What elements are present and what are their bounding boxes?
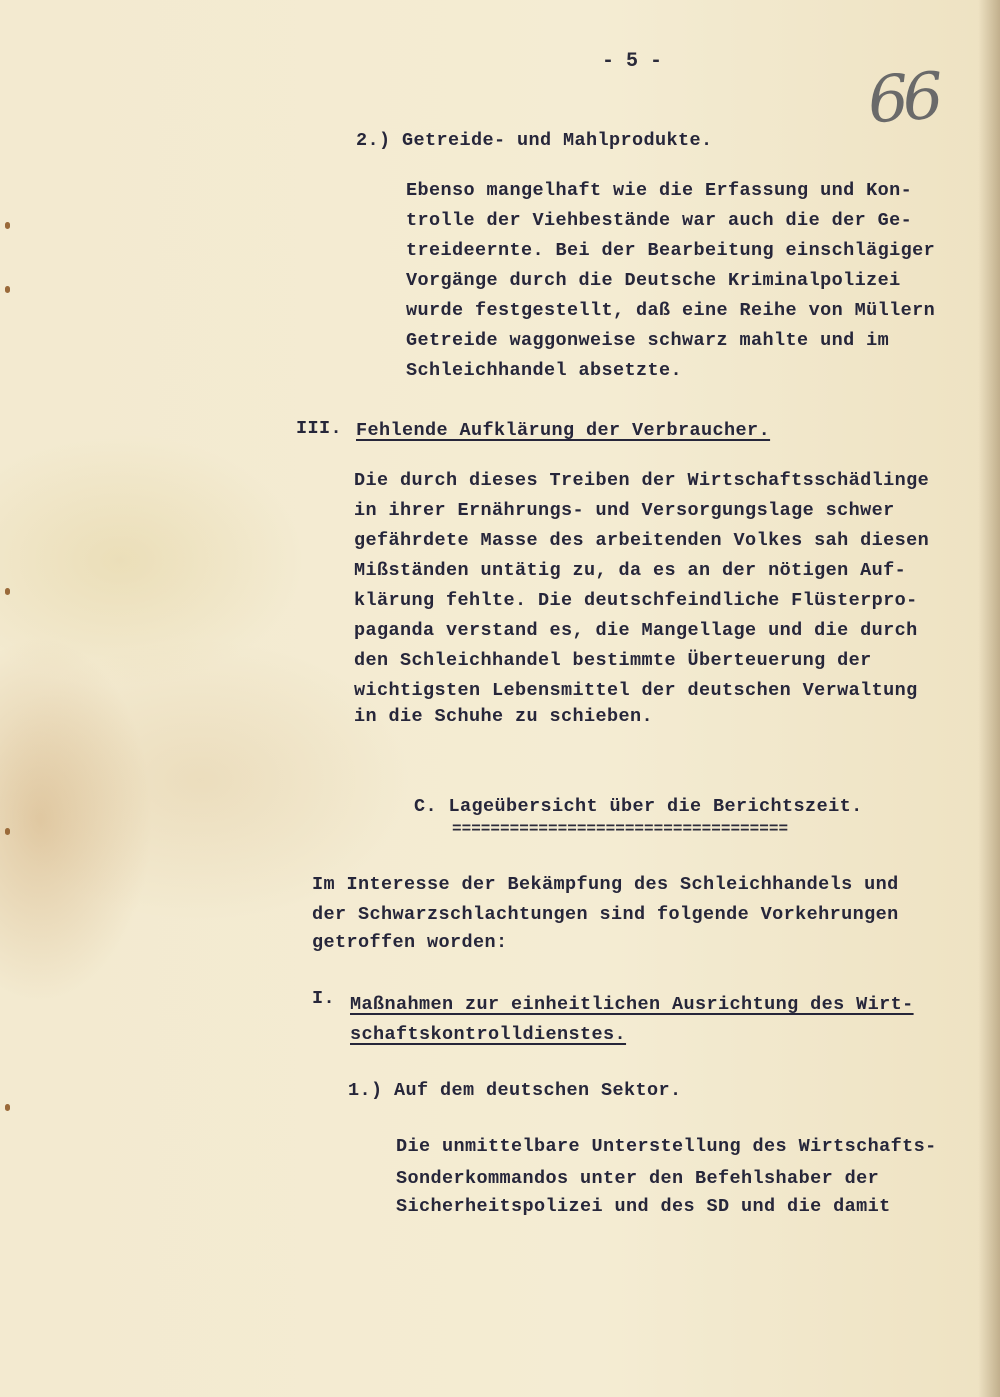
paragraph-line: treideernte. Bei der Bearbeitung einschlägiger [406,240,936,261]
heading-rule: =================================== [452,820,789,838]
binding-hole [5,588,10,595]
paragraph-line: paganda verstand es, die Mangellage und die durch [354,620,918,641]
paragraph-line: Mißständen untätig zu, da es an der nötigen Auf- [354,560,907,581]
binding-hole [5,828,10,835]
paragraph-line: Im Interesse der Bekämpfung des Schleichhandels und [312,874,899,895]
section-heading: schaftskontrolldienstes. [350,1024,627,1045]
binding-hole [5,1104,10,1111]
paragraph-line: wichtigsten Lebensmittel der deutschen Verwaltung [354,680,918,701]
subsection-heading: 1.) Auf dem deutschen Sektor. [348,1080,682,1101]
chapter-heading: C. Lageübersicht über die Berichtszeit. [414,796,863,817]
paragraph-line: der Schwarzschlachtungen sind folgende Vorkehrungen [312,904,899,925]
section-number: III. [296,418,343,439]
paragraph-line: den Schleichhandel bestimmte Überteuerung der [354,650,872,671]
binding-hole [5,222,10,229]
section-number: I. [312,988,336,1009]
section-heading: Fehlende Aufklärung der Verbraucher. [356,420,771,441]
section-heading: 2.) Getreide- und Mahlprodukte. [356,130,713,151]
paragraph-line: gefährdete Masse des arbeitenden Volkes sah diesen [354,530,930,551]
paragraph-line: getroffen worden: [312,932,508,953]
paragraph-line: trolle der Viehbestände war auch die der Ge- [406,210,913,231]
binding-hole [5,286,10,293]
paragraph-line: Die durch dieses Treiben der Wirtschaftsschädlinge [354,470,930,491]
paragraph-line: Schleichhandel absetzte. [406,360,683,381]
paragraph-line: Vorgänge durch die Deutsche Kriminalpolizei [406,270,901,291]
paragraph-line: Die unmittelbare Unterstellung des Wirtschafts- [396,1136,937,1157]
paper-edge-shadow [978,0,1000,1397]
handwritten-folio-number: 66 [865,59,940,139]
paragraph-line: klärung fehlte. Die deutschfeindliche Flüsterpro- [354,590,918,611]
paragraph-line: in die Schuhe zu schieben. [354,706,654,727]
paragraph-line: Getreide waggonweise schwarz mahlte und im [406,330,890,351]
page-number: - 5 - [602,50,663,73]
paragraph-line: Ebenso mangelhaft wie die Erfassung und Kon- [406,180,913,201]
paragraph-line: in ihrer Ernährungs- und Versorgungslage schwer [354,500,895,521]
paragraph-line: Sonderkommandos unter den Befehlshaber der [396,1168,880,1189]
paragraph-line: Sicherheitspolizei und des SD und die damit [396,1196,891,1217]
section-heading: Maßnahmen zur einheitlichen Ausrichtung des Wirt- [350,994,914,1015]
paragraph-line: wurde festgestellt, daß eine Reihe von Müllern [406,300,936,321]
